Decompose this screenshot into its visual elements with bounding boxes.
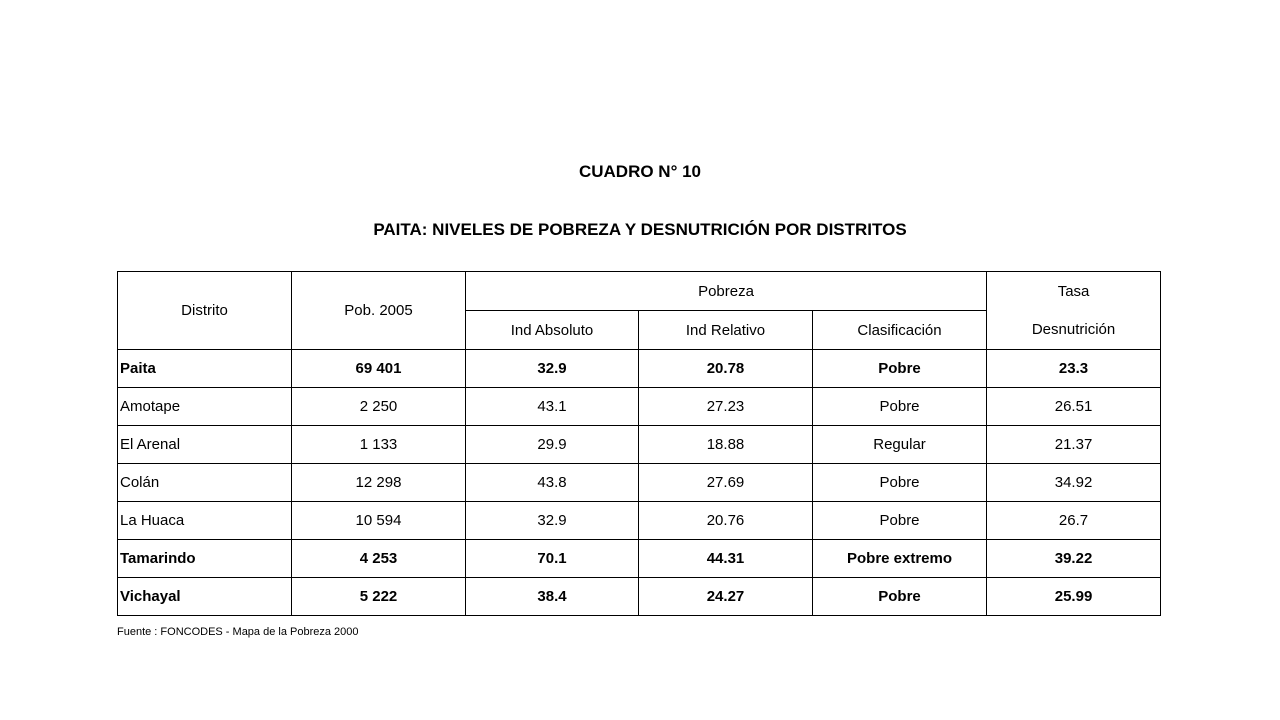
cell-pob: 1 133 [292, 426, 466, 464]
header-ind-relativo: Ind Relativo [639, 311, 813, 350]
cell-distrito: Colán [118, 464, 292, 502]
cell-tasa: 39.22 [987, 540, 1161, 578]
table-row [118, 350, 1161, 388]
header-distrito: Distrito [118, 272, 292, 350]
table-row [118, 426, 1161, 464]
cell-clasificacion: Pobre [813, 578, 987, 616]
cell-clasificacion: Regular [813, 426, 987, 464]
header-tasa: Tasa [987, 272, 1161, 311]
cell-tasa: 21.37 [987, 426, 1161, 464]
cell-distrito: Tamarindo [118, 540, 292, 578]
cell-ind-absoluto: 70.1 [466, 540, 639, 578]
cell-distrito: Amotape [118, 388, 292, 426]
cell-pob: 4 253 [292, 540, 466, 578]
cell-ind-relativo: 20.76 [639, 502, 813, 540]
header-ind-absoluto: Ind Absoluto [466, 311, 639, 350]
table-header [118, 272, 1161, 350]
cell-pob: 2 250 [292, 388, 466, 426]
cell-ind-absoluto: 32.9 [466, 350, 639, 388]
table-row [118, 502, 1161, 540]
table-row [118, 540, 1161, 578]
cell-pob: 69 401 [292, 350, 466, 388]
cell-ind-absoluto: 43.8 [466, 464, 639, 502]
cell-ind-relativo: 27.23 [639, 388, 813, 426]
cell-ind-relativo: 24.27 [639, 578, 813, 616]
table-row [118, 578, 1161, 616]
cell-clasificacion: Pobre [813, 388, 987, 426]
header-pob-2005: Pob. 2005 [292, 272, 466, 350]
header-clasificacion: Clasificación [813, 311, 987, 350]
cell-distrito: La Huaca [118, 502, 292, 540]
cell-clasificacion: Pobre [813, 502, 987, 540]
table-row [118, 388, 1161, 426]
cell-clasificacion: Pobre [813, 464, 987, 502]
cell-distrito: Vichayal [118, 578, 292, 616]
cell-tasa: 25.99 [987, 578, 1161, 616]
cell-distrito: El Arenal [118, 426, 292, 464]
header-pobreza: Pobreza [466, 272, 987, 311]
cell-clasificacion: Pobre [813, 350, 987, 388]
cell-tasa: 26.51 [987, 388, 1161, 426]
header-desnutricion: Desnutrición [987, 311, 1161, 350]
cell-ind-absoluto: 38.4 [466, 578, 639, 616]
cell-clasificacion: Pobre extremo [813, 540, 987, 578]
table-title: CUADRO N° 10 [578, 162, 702, 181]
cell-ind-relativo: 27.69 [639, 464, 813, 502]
source-note: Fuente : FONCODES - Mapa de la Pobreza 2000 [117, 626, 359, 638]
cell-pob: 5 222 [292, 578, 466, 616]
poverty-table [117, 271, 1161, 616]
cell-ind-absoluto: 32.9 [466, 502, 639, 540]
cell-ind-relativo: 44.31 [639, 540, 813, 578]
cell-ind-absoluto: 43.1 [466, 388, 639, 426]
table-body [118, 350, 1161, 616]
cell-pob: 10 594 [292, 502, 466, 540]
cell-tasa: 34.92 [987, 464, 1161, 502]
table-row [118, 464, 1161, 502]
table-subtitle: PAITA: NIVELES DE POBREZA Y DESNUTRICIÓN POR DISTRITOS [373, 220, 907, 239]
cell-pob: 12 298 [292, 464, 466, 502]
cell-distrito: Paita [118, 350, 292, 388]
cell-ind-absoluto: 29.9 [466, 426, 639, 464]
cell-tasa: 23.3 [987, 350, 1161, 388]
cell-ind-relativo: 20.78 [639, 350, 813, 388]
cell-tasa: 26.7 [987, 502, 1161, 540]
cell-ind-relativo: 18.88 [639, 426, 813, 464]
